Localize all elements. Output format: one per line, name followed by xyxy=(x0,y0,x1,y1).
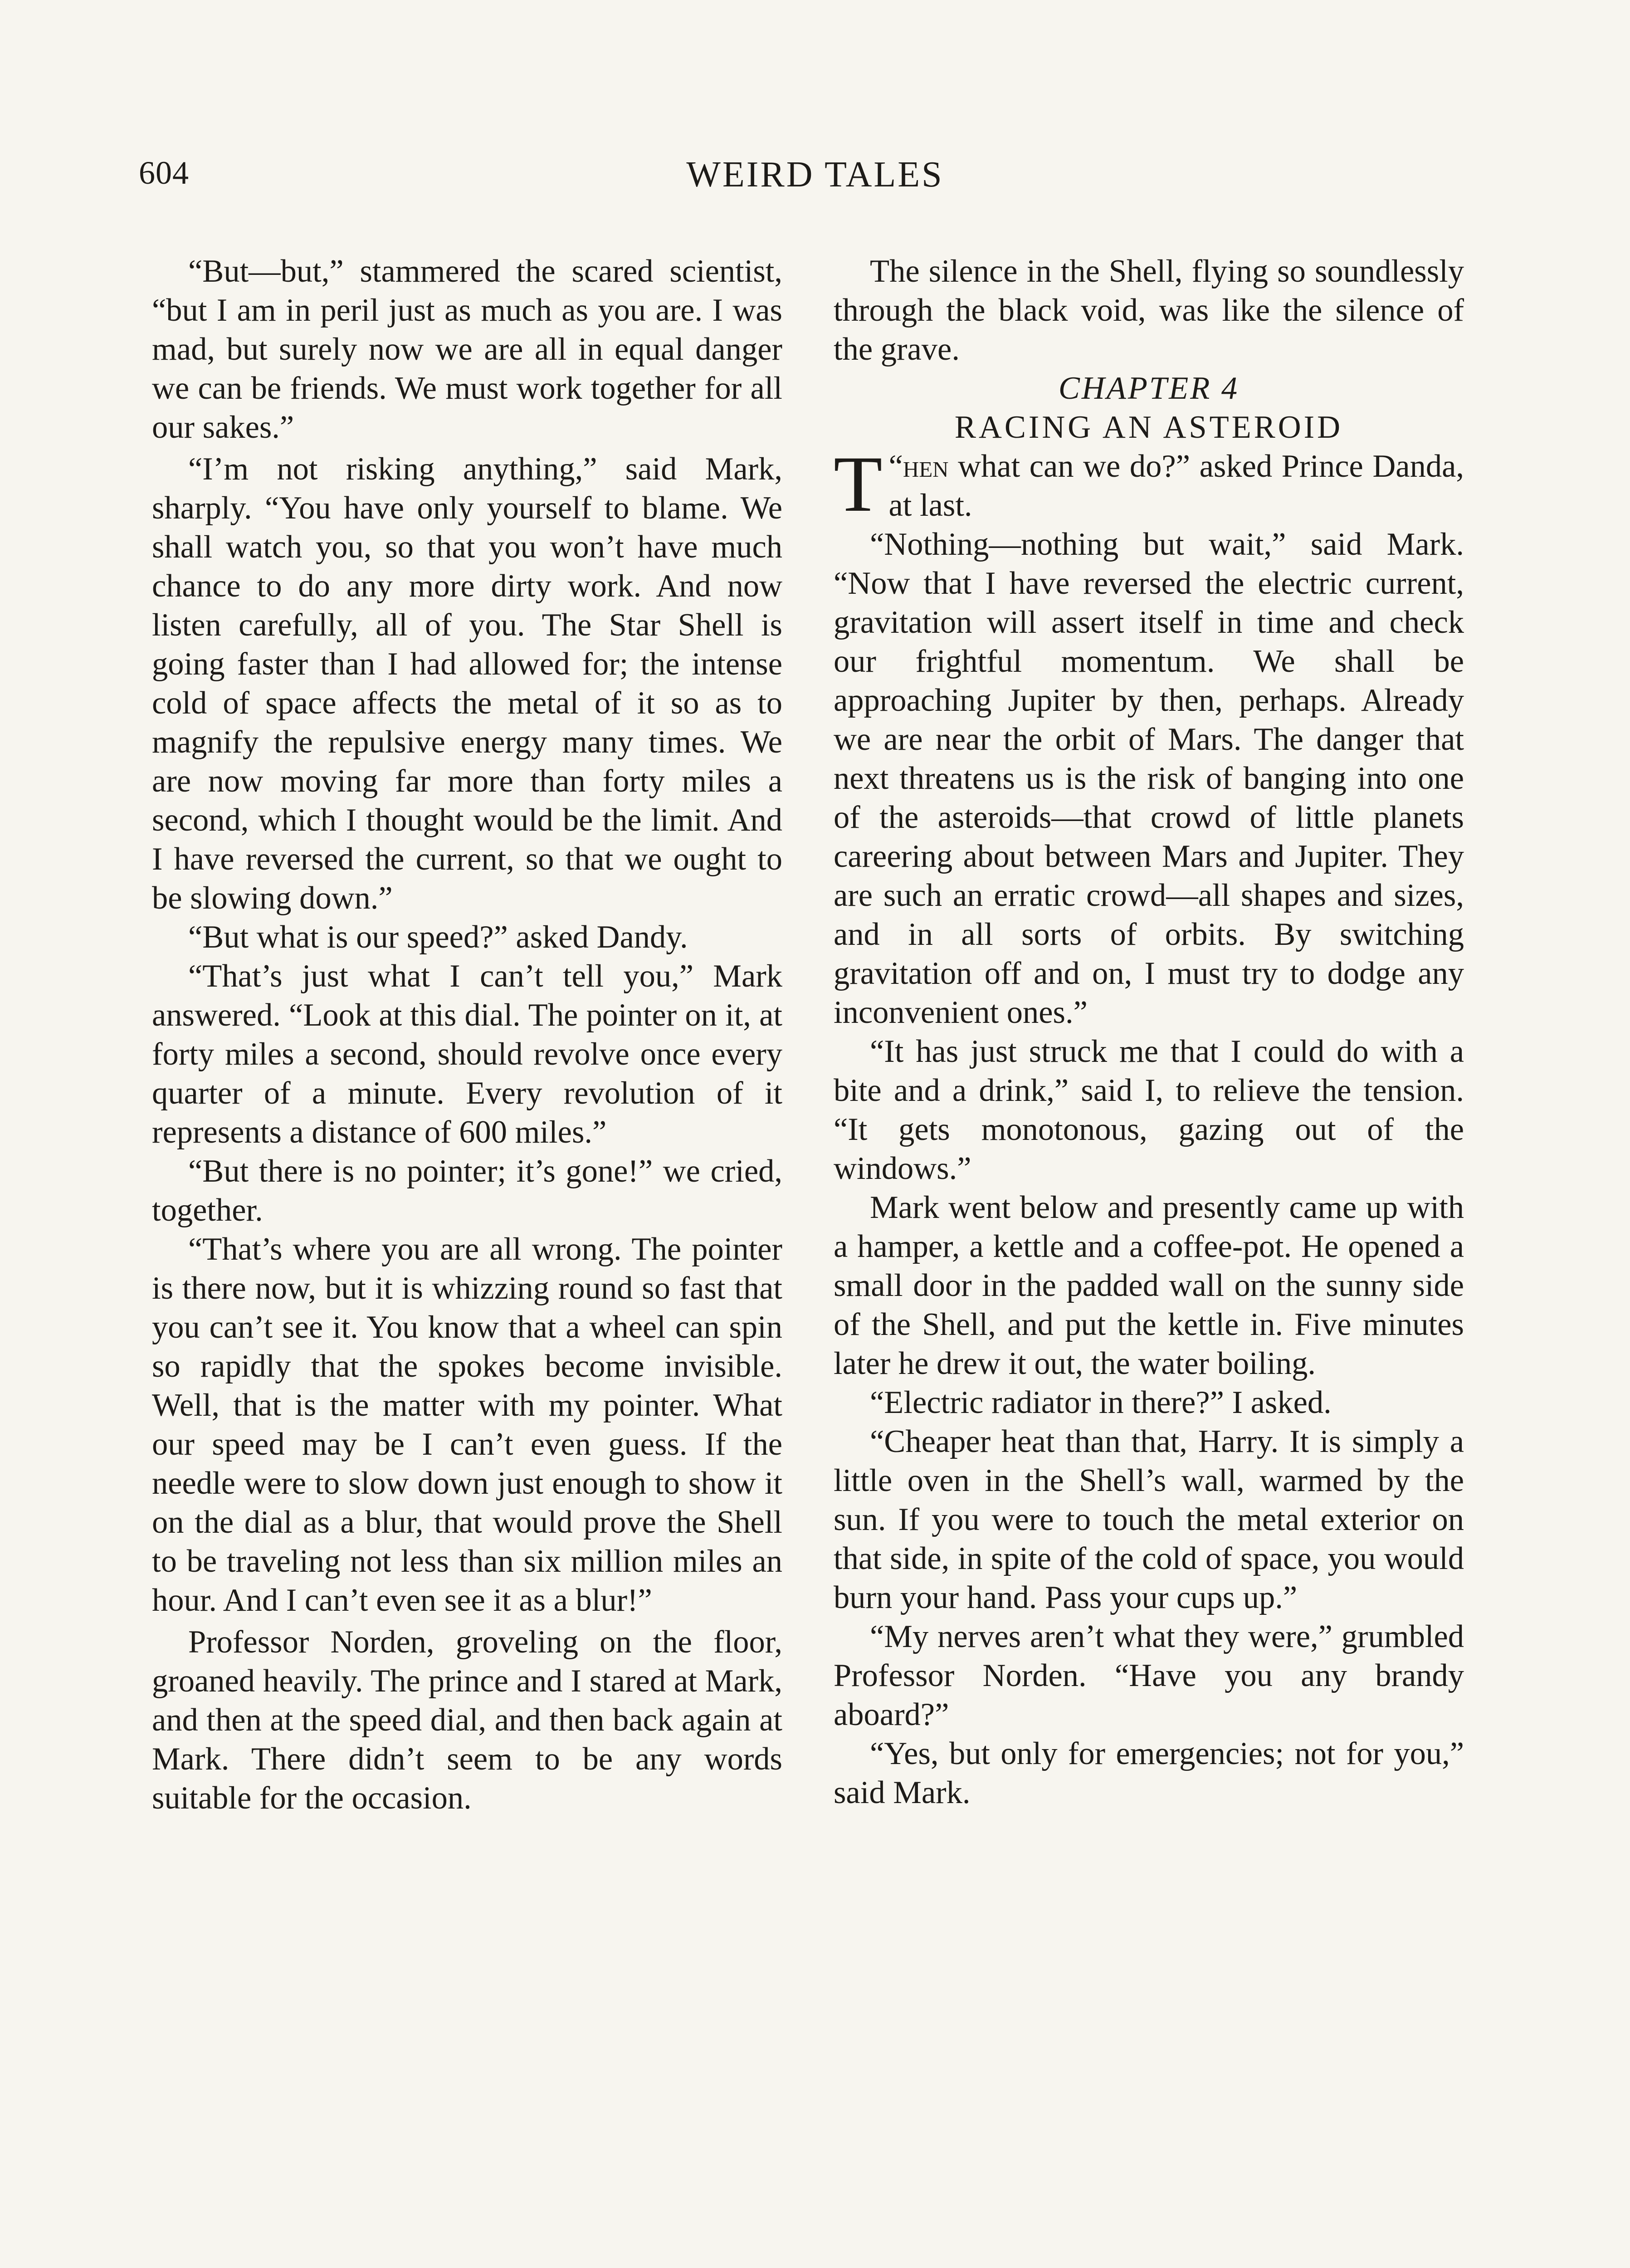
page-number: 604 xyxy=(139,155,189,191)
right-column xyxy=(834,252,1464,1812)
paragraph: “That’s just what I can’t tell you,” Mark answered. “Look at this dial. The pointer on it, at forty miles a second, should revolve once every quarter of a minute. Every revolution of it represents a distance of 600 miles.” xyxy=(152,958,782,1150)
paragraph: The silence in the Shell, flying so soundlessly through the black void, was like the silence of the grave. xyxy=(834,254,1464,367)
opening-quote: “ xyxy=(888,449,903,484)
drop-cap: T xyxy=(834,440,883,528)
chapter-title: RACING AN ASTEROID xyxy=(954,410,1343,445)
running-title: WEIRD TALES xyxy=(686,155,944,195)
paragraph: “My nerves aren’t what they were,” grumbled Professor Norden. “Have you any brandy aboard?” xyxy=(834,1619,1464,1732)
paragraph: “It has just struck me that I could do with a bite and a drink,” said I, to relieve the tension. “It gets monotonous, gazing out of the windows.” xyxy=(834,1034,1464,1186)
small-caps-lead: hen xyxy=(903,449,949,484)
paragraph: “But—but,” stammered the scared scientist, “but I am in peril just as much as you are. I was mad, but surely now we are all in equal danger we can be friends. We must work together for all our sakes.” xyxy=(152,254,782,445)
paragraph: “But there is no pointer; it’s gone!” we cried, together. xyxy=(152,1154,782,1228)
paragraph: “I’m not risking anything,” said Mark, sharply. “You have only yourself to blame. We shall watch you, so that you won’t have much chance to do any more dirty work. And now listen carefully, all of you. The Star Shell is going faster than I had allowed for; the intense cold of space affects the metal of it so as to magnify the repulsive energy many times. We are now moving far more than forty miles a second, which I thought would be the limit. And I have reversed the current, so that we ought to be slowing down.” xyxy=(152,451,782,916)
chapter-opening-paragraph xyxy=(834,440,1464,528)
paragraph: “Cheaper heat than that, Harry. It is simply a little oven in the Shell’s wall, warmed by the sun. If you were to touch the metal exterior on that side, in spite of the cold of space, you would burn your hand. Pass your cups up.” xyxy=(834,1424,1464,1615)
chapter-number: CHAPTER 4 xyxy=(1058,371,1240,406)
paragraph: “Nothing—nothing but wait,” said Mark. “Now that I have reversed the electric current, gravitation will assert itself in time and check our frightful momentum. We shall be approaching Jupiter by then, perhaps. Already we are near the orbit of Mars. The danger that next threatens us is the risk of banging into one of the asteroids—that crowd of little planets careering about between Mars and Jupiter. They are such an erratic crowd—all shapes and sizes, and in all sorts of orbits. By switching gravitation off and on, I must try to dodge any inconvenient ones.” xyxy=(834,527,1464,1030)
paragraph: Mark went below and presently came up with a hamper, a kettle and a coffee-pot. He opened a small door in the padded wall on the sunny side of the Shell, and put the kettle in. Five minutes later he drew it out, the water boiling. xyxy=(834,1190,1464,1381)
paragraph: “That’s where you are all wrong. The pointer is there now, but it is whizzing round so fast that you can’t see it. You know that a wheel can spin so rapidly that the spokes become invisible. Well, that is the matter with my pointer. What our speed may be I can’t even guess. If the needle were to slow down just enough to show it on the dial as a blur, that would prove the Shell to be traveling not less than six million miles an hour. And I can’t even see it as a blur!” xyxy=(152,1232,782,1618)
left-column xyxy=(152,252,782,1818)
paragraph: “Yes, but only for emergencies; not for you,” said Mark. xyxy=(834,1736,1464,1810)
paragraph: Professor Norden, groveling on the floor, groaned heavily. The prince and I stared at Mark, and then at the speed dial, and then back again at Mark. There didn’t seem to be any words suitable for the occasion. xyxy=(152,1624,782,1816)
opening-text: what can we do?” asked Prince Danda, at last. xyxy=(888,449,1464,523)
paragraph: “But what is our speed?” asked Dandy. xyxy=(188,919,688,955)
paragraph: “Electric radiator in there?” I asked. xyxy=(870,1385,1332,1420)
